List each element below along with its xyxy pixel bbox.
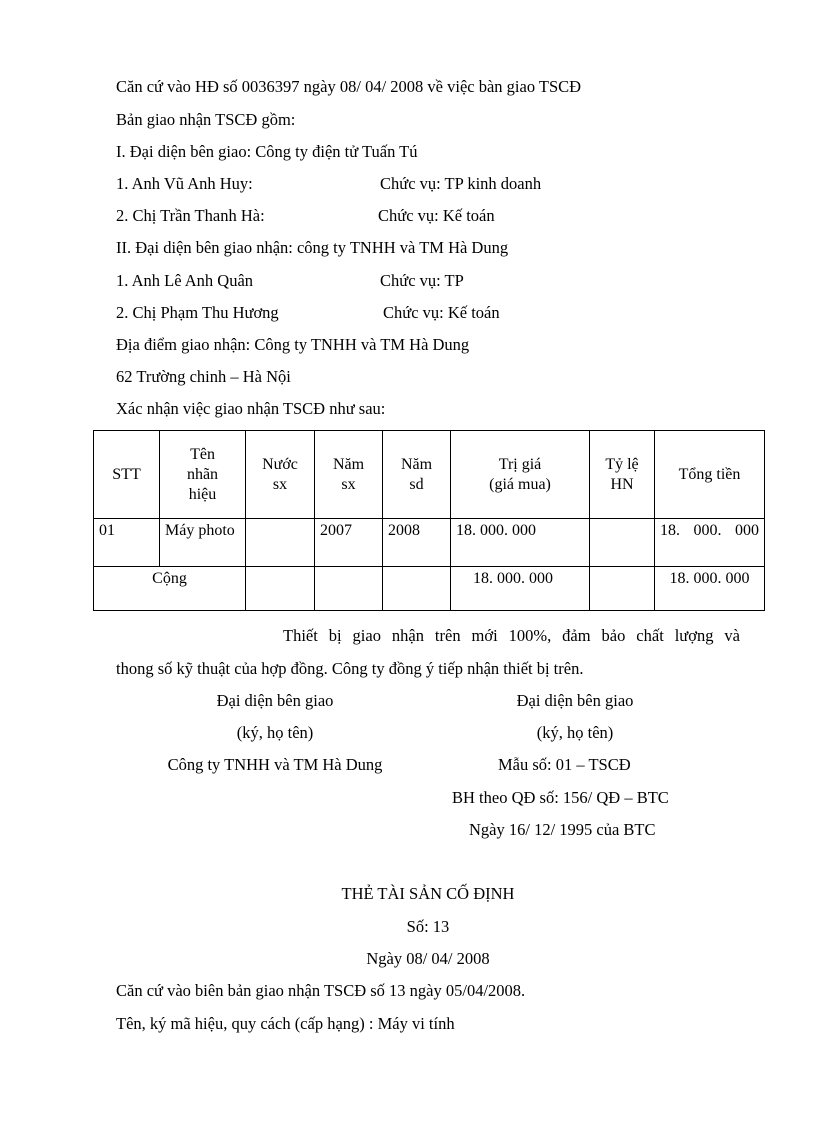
giver-heading: I. Đại diện bên giao: Công ty điện tử Tuấn Tú bbox=[116, 142, 418, 161]
cell-trigia: 18. 000. 000 bbox=[451, 519, 590, 567]
header-trigia-line: Trị giá bbox=[498, 455, 542, 473]
intro-heading: Bản giao nhận TSCĐ gồm: bbox=[116, 110, 296, 129]
giver-person-name: 1. Anh Vũ Anh Huy: bbox=[116, 174, 253, 193]
form-number: Mẫu số: 01 – TSCĐ bbox=[498, 755, 631, 774]
giver-person-role: Chức vụ: TP kinh doanh bbox=[380, 174, 542, 193]
cell-nuoc bbox=[246, 519, 315, 567]
cell-tong: 18. 000. 000 bbox=[655, 519, 765, 567]
confirm-line: Xác nhận việc giao nhận TSCĐ như sau: bbox=[116, 399, 386, 418]
header-namsd bbox=[383, 431, 451, 519]
receiver-person-name: 2. Chị Phạm Thu Hương bbox=[116, 303, 279, 322]
left-signature-org: Công ty TNHH và TM Hà Dung bbox=[167, 755, 383, 774]
cell-namsx: 2007 bbox=[315, 519, 383, 567]
header-ten-line: nhãn bbox=[186, 465, 219, 483]
header-namsd-line: Năm bbox=[400, 455, 433, 473]
cell-namsd: 2008 bbox=[383, 519, 451, 567]
card-number: Số: 13 bbox=[406, 917, 450, 936]
header-tyle-line: HN bbox=[610, 475, 634, 493]
cell-tyle bbox=[590, 519, 655, 567]
asset-table bbox=[93, 430, 765, 611]
cell-stt: 01 bbox=[94, 519, 160, 567]
header-ten-line: hiệu bbox=[188, 485, 217, 503]
total-empty-cell bbox=[383, 567, 451, 611]
left-signature-sub: (ký, họ tên) bbox=[236, 723, 314, 742]
header-tong: Tổng tiền bbox=[655, 431, 765, 519]
decree-date: Ngày 16/ 12/ 1995 của BTC bbox=[469, 820, 656, 839]
table-row bbox=[94, 519, 765, 567]
note-line: thong số kỹ thuật của hợp đồng. Công ty đồng ý tiếp nhận thiết bị trên. bbox=[116, 659, 584, 678]
total-empty-cell bbox=[315, 567, 383, 611]
giver-person-name: 2. Chị Trần Thanh Hà: bbox=[116, 206, 265, 225]
total-empty-cell bbox=[246, 567, 315, 611]
giver-person-role: Chức vụ: Kế toán bbox=[378, 206, 495, 225]
location-line: Địa điểm giao nhận: Công ty TNHH và TM Hà Dung bbox=[116, 335, 470, 354]
header-stt: STT bbox=[94, 431, 160, 519]
note-line: Thiết bị giao nhận trên mới 100%, đảm bảo chất lượng và bbox=[283, 626, 740, 645]
header-nuoc-line: sx bbox=[272, 475, 288, 493]
receiver-person-name: 1. Anh Lê Anh Quân bbox=[116, 271, 254, 290]
header-namsd-line: sd bbox=[409, 475, 424, 493]
card-basis: Căn cứ vào biên bản giao nhận TSCĐ số 13 ngày 05/04/2008. bbox=[116, 981, 526, 1000]
right-signature-sub: (ký, họ tên) bbox=[536, 723, 614, 742]
header-ten-line: Tên bbox=[190, 445, 215, 463]
card-title: THẺ TÀI SẢN CỐ ĐỊNH bbox=[341, 884, 515, 903]
cell-ten: Máy photo bbox=[160, 519, 246, 567]
table-header-row bbox=[94, 431, 765, 519]
header-trigia-line: (giá mua) bbox=[489, 475, 551, 493]
left-signature-title: Đại diện bên giao bbox=[216, 691, 334, 710]
header-tyle bbox=[590, 431, 655, 519]
receiver-heading: II. Đại diện bên giao nhận: công ty TNHH và TM Hà Dung bbox=[116, 238, 509, 257]
total-trigia: 18. 000. 000 bbox=[451, 567, 590, 611]
header-nuoc-line: Nước bbox=[262, 455, 298, 473]
decree-line: BH theo QĐ số: 156/ QĐ – BTC bbox=[452, 788, 669, 807]
header-nuoc bbox=[246, 431, 315, 519]
header-tyle-line: Tỷ lệ bbox=[605, 455, 639, 473]
total-label: Cộng bbox=[94, 567, 246, 611]
intro-line: Căn cứ vào HĐ số 0036397 ngày 08/ 04/ 2008 về việc bàn giao TSCĐ bbox=[116, 77, 582, 96]
receiver-person-role: Chức vụ: Kế toán bbox=[383, 303, 500, 322]
receiver-person-role: Chức vụ: TP bbox=[380, 271, 464, 290]
location-address: 62 Trường chinh – Hà Nội bbox=[116, 367, 291, 386]
card-date: Ngày 08/ 04/ 2008 bbox=[366, 949, 490, 968]
header-namsx-line: sx bbox=[341, 475, 356, 493]
right-signature-title: Đại diện bên giao bbox=[516, 691, 634, 710]
header-trigia bbox=[451, 431, 590, 519]
total-tong: 18. 000. 000 bbox=[655, 567, 765, 611]
total-empty-cell bbox=[590, 567, 655, 611]
table-total-row bbox=[94, 567, 765, 611]
card-spec: Tên, ký mã hiệu, quy cách (cấp hạng) : Máy vi tính bbox=[116, 1014, 455, 1033]
header-namsx-line: Năm bbox=[332, 455, 365, 473]
header-ten bbox=[160, 431, 246, 519]
header-namsx bbox=[315, 431, 383, 519]
